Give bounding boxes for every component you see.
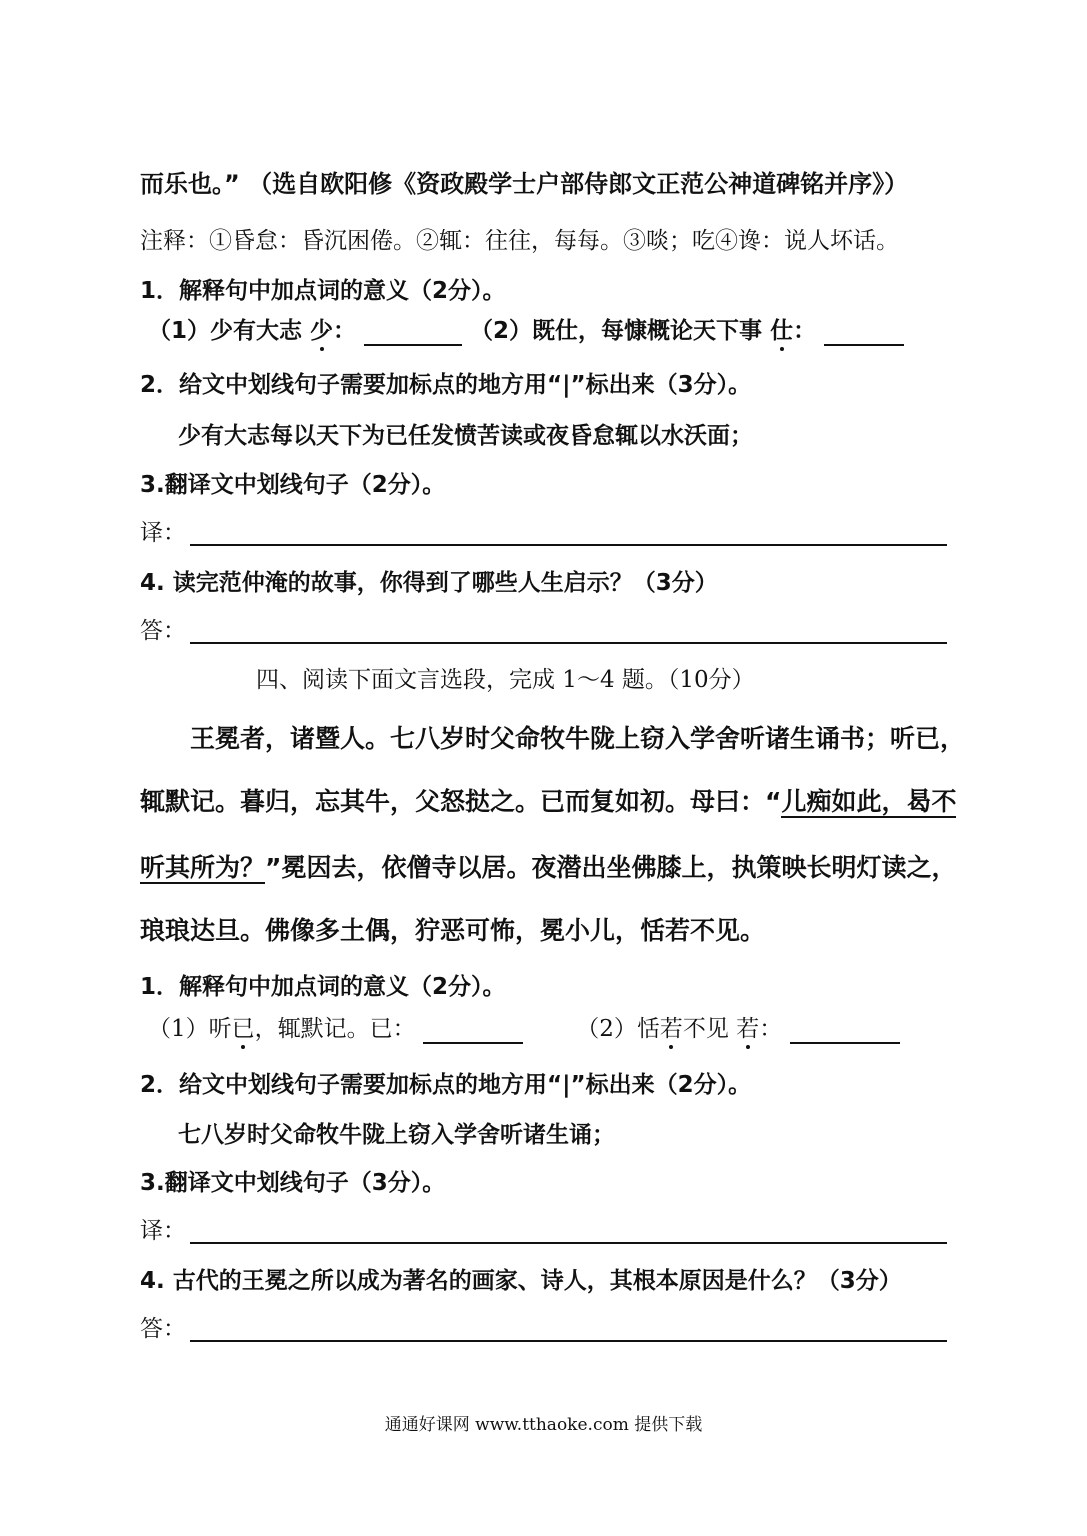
passage-line-3: 听其所为？”冕因去，依僧寺以居。夜潜出坐佛膝上，执策映长明灯读之， <box>140 853 957 882</box>
s4-q2-label: 2．给文中划线句子需要加标点的地方用“|”标出来（2分）。 <box>140 1072 752 1098</box>
section4-heading: 四、阅读下面文言选段，完成 1～4 题。（10分） <box>256 667 755 693</box>
answer-blank[interactable] <box>790 1018 900 1044</box>
s4-q3-label: 3.翻译文中划线句子（3分）。 <box>140 1170 446 1196</box>
s3-q4-label: 4. 读完范仲淹的故事，你得到了哪些人生启示？（3分） <box>140 570 718 596</box>
answer-blank[interactable] <box>423 1018 523 1044</box>
s4-q3-prefix: 译： <box>140 1218 186 1244</box>
passage-tail: 而乐也。” <box>140 170 240 198</box>
s4-q1-items: （1）听已，辄默记。已： （2）恬若不见 若： <box>148 1016 900 1044</box>
passage-line-2: 辄默记。暮归，忘其牛，父怒挞之。已而复如初。母曰：“儿痴如此，曷不 <box>140 787 957 816</box>
s4-q4-prefix: 答： <box>140 1316 186 1342</box>
dotted-char: 仕 <box>770 318 794 344</box>
footer: 通通好课网 www.tthaoke.com 提供下载 <box>384 1415 703 1435</box>
s3-q3-prefix: 译： <box>140 520 186 546</box>
answer-blank[interactable] <box>824 320 904 346</box>
underlined-sentence: 儿痴如此，曷不 <box>781 787 957 816</box>
s4-q1-label: 1．解释句中加点词的意义（2分）。 <box>140 974 506 1000</box>
answer-line[interactable] <box>190 1316 947 1342</box>
dotted-char: 若 <box>736 1016 760 1042</box>
s4-q4-label: 4. 古代的王冕之所以成为著名的画家、诗人，其根本原因是什么？（3分） <box>140 1268 902 1294</box>
s4-q2-sentence: 七八岁时父命牧牛陇上窃入学舍听诸生诵； <box>178 1122 615 1148</box>
source-citation: （选自欧阳修《资政殿学士户部侍郎文正范公神道碑铭并序》） <box>248 170 909 198</box>
s3-q1-label: 1．解释句中加点词的意义（2分）。 <box>140 278 506 304</box>
dotted-char: 若 <box>659 1016 683 1042</box>
s3-q1-items: （1）少有大志 少： （2）既仕，每慷概论天下事 仕： <box>148 318 904 346</box>
s3-q2-sentence: 少有大志每以天下为已任发愤苦读或夜昏怠辄以水沃面； <box>178 423 753 449</box>
passage-line-1: 王冕者，诸暨人。七八岁时父命牧牛陇上窃入学舍听诸生诵书；听已， <box>190 724 966 753</box>
notes: 注释：①昏怠：昏沉困倦。②辄：往往，每每。③啖；吃④谗：说人坏话。 <box>140 228 899 254</box>
answer-line[interactable] <box>190 618 947 644</box>
underlined-sentence: 听其所为？ <box>140 853 266 882</box>
dotted-char: 少 <box>310 318 334 344</box>
s3-q3-label: 3.翻译文中划线句子（2分）。 <box>140 472 446 498</box>
passage-line-4: 琅琅达旦。佛像多土偶，狞恶可怖，冕小儿，恬若不见。 <box>140 916 766 945</box>
source-line <box>140 170 908 199</box>
s3-q4-prefix: 答： <box>140 618 186 644</box>
s3-q2-label: 2．给文中划线句子需要加标点的地方用“|”标出来（3分）。 <box>140 372 752 398</box>
dotted-char: 已 <box>231 1016 255 1042</box>
translation-line[interactable] <box>190 1218 947 1244</box>
translation-line[interactable] <box>190 520 947 546</box>
answer-blank[interactable] <box>364 320 462 346</box>
